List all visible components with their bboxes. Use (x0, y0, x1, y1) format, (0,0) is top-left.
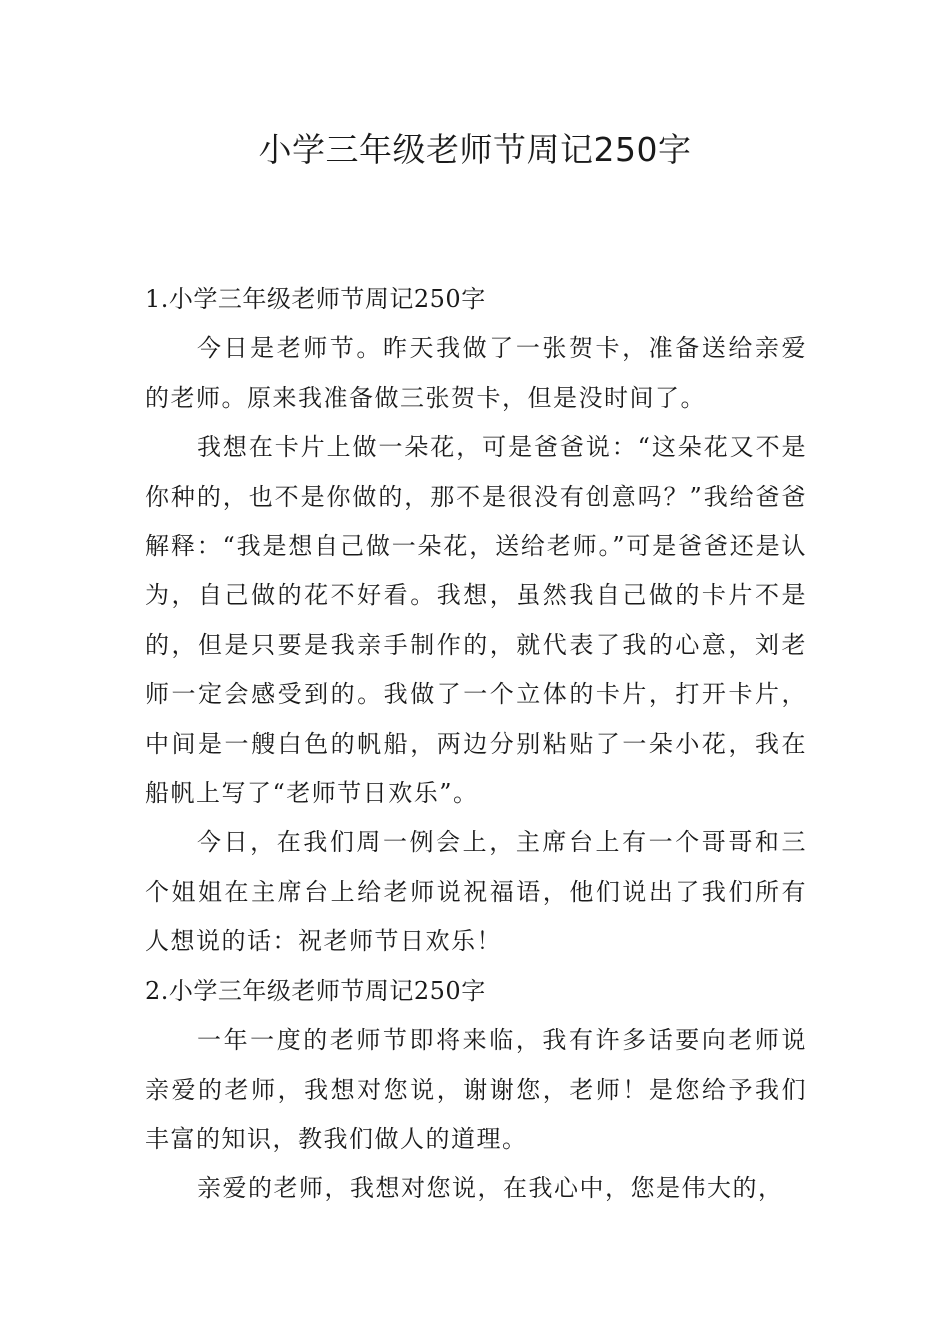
section-heading-1: 1.小学三年级老师节周记250字 (145, 285, 486, 313)
document-body (145, 275, 807, 1214)
paragraph-2-2: 亲爱的老师，我想对您说，在我心中，您是伟大的， (197, 1174, 784, 1203)
paragraph-1-1: 今日是老师节。昨天我做了一张贺卡，准备送给亲爱的老师。原来我准备做三张贺卡，但是没时间了。 (145, 334, 807, 412)
paragraph-2-1: 一年一度的老师节即将来临，我有许多话要向老师说亲爱的老师，我想对您说，谢谢您，老师！是您给予我们丰富的知识，教我们做人的道理。 (145, 1026, 807, 1153)
section-heading-2: 2.小学三年级老师节周记250字 (145, 976, 486, 1005)
paragraph-1-2: 我想在卡片上做一朵花，可是爸爸说：“这朵花又不是你种的，也不是你做的，那不是很没有创意吗？”我给爸爸解释：“我是想自己做一朵花，送给老师。”可是爸爸还是认为，自己做的花不好看。我想，虽然我自己做的卡片不是的，但是只要是我亲手制作的，就代表了我的心意，刘老师一定会感受到的。我做了一个立体的卡片，打开卡片，中间是一艘白色的帆船，两边分别粘贴了一朵小花，我在船帆上写了“老师节日欢乐”。 (145, 433, 807, 808)
document-title: 小学三年级老师节周记250字 (258, 130, 692, 169)
paragraph-1-3: 今日，在我们周一例会上，主席台上有一个哥哥和三个姐姐在主席台上给老师说祝福语，他们说出了我们所有人想说的话：祝老师节日欢乐！ (145, 828, 807, 956)
